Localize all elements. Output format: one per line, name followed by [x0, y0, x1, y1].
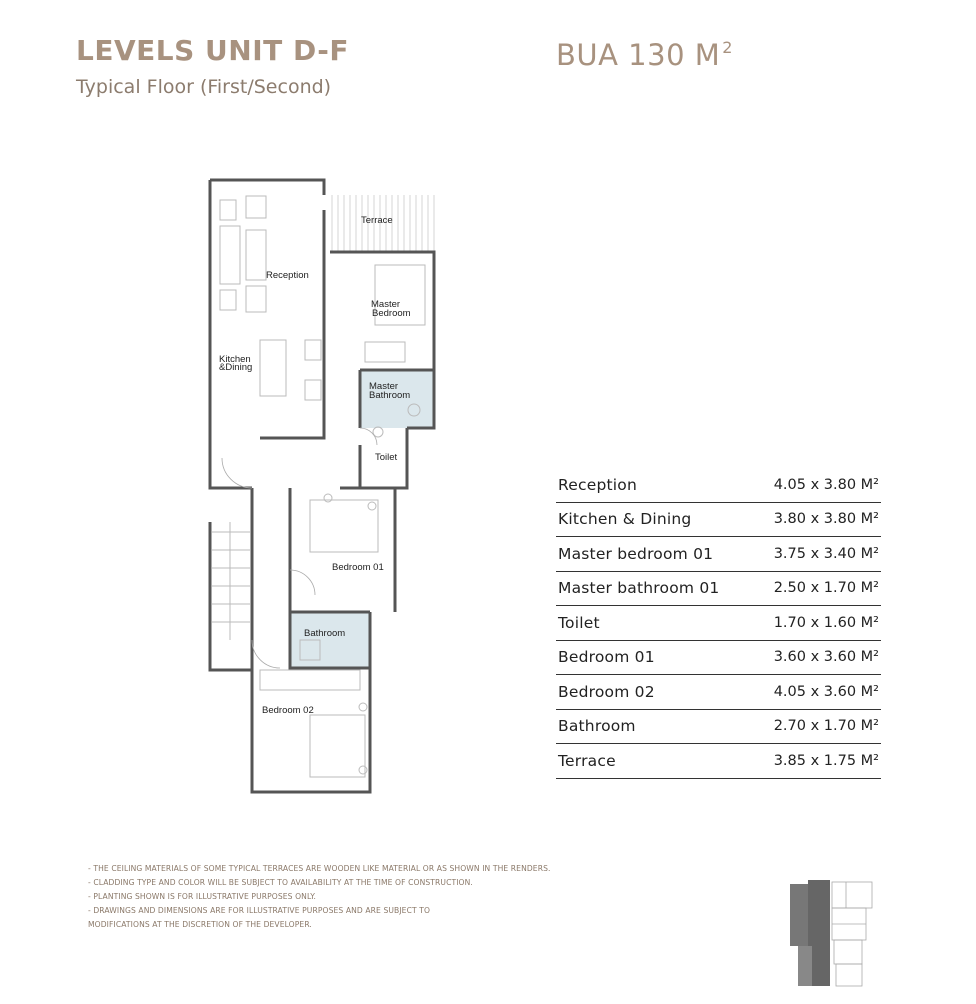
page-subtitle: Typical Floor (First/Second) [76, 76, 332, 98]
plan-label-bedroom-02: Bedroom 02 [262, 705, 314, 716]
plan-label-reception: Reception [266, 270, 309, 281]
key-plan-thumbnail [786, 878, 876, 990]
plan-label-kitchen-line2: &Dining [219, 362, 253, 373]
area-row [556, 744, 881, 779]
walls [210, 180, 434, 792]
plan-label-master-bedroom-line1: Master [371, 299, 401, 310]
plan-label-toilet: Toilet [375, 452, 398, 463]
plan-label-master-bathroom-line2: Bathroom [369, 390, 411, 401]
area-row [556, 468, 881, 503]
area-room-name: Bathroom [558, 717, 636, 736]
area-dimension: 3.80 x 3.80 M² [773, 511, 879, 528]
area-schedule-table [556, 468, 881, 779]
disclaimer-notes [88, 862, 648, 932]
area-room-name: Kitchen & Dining [558, 510, 692, 529]
note-line: - PLANTING SHOWN IS FOR ILLUSTRATIVE PURPOSES ONLY. [88, 892, 316, 901]
page-title: LEVELS UNIT D-F [76, 34, 349, 67]
staircase [212, 522, 250, 640]
bua-label [556, 38, 733, 72]
floor-plan [200, 170, 450, 810]
plan-label-bedroom-01: Bedroom 01 [332, 562, 384, 573]
plan-label-kitchen-line1: Kitchen [219, 354, 251, 365]
area-dimension: 3.85 x 1.75 M² [773, 752, 879, 769]
area-dimension: 4.05 x 3.60 M² [773, 683, 879, 700]
floor-plan-drawing [200, 170, 450, 810]
area-dimension: 3.75 x 3.40 M² [773, 545, 879, 562]
area-row [556, 641, 881, 676]
area-dimension: 2.50 x 1.70 M² [773, 580, 879, 597]
note-line: MODIFICATIONS AT THE DISCRETION OF THE DEVELOPER. [88, 920, 312, 929]
bua-superscript: 2 [722, 38, 733, 57]
area-room-name: Terrace [558, 751, 616, 770]
area-row [556, 503, 881, 538]
area-room-name: Master bedroom 01 [558, 544, 714, 563]
area-room-name: Bedroom 01 [558, 648, 655, 667]
area-dimension: 1.70 x 1.60 M² [773, 614, 879, 631]
plan-label-master-bathroom-line1: Master [369, 381, 399, 392]
note-line: - CLADDING TYPE AND COLOR WILL BE SUBJECT TO AVAILABILITY AT THE TIME OF CONSTRUCTION. [88, 878, 473, 887]
note-line: - DRAWINGS AND DIMENSIONS ARE FOR ILLUSTRATIVE PURPOSES AND ARE SUBJECT TO [88, 906, 431, 915]
area-dimension: 2.70 x 1.70 M² [773, 718, 879, 735]
area-row [556, 710, 881, 745]
bua-value: BUA 130 M [556, 38, 721, 72]
area-row [556, 537, 881, 572]
area-dimension: 3.60 x 3.60 M² [773, 649, 879, 666]
area-room-name: Master bathroom 01 [558, 579, 720, 598]
plan-label-bathroom: Bathroom [304, 628, 346, 639]
plan-label-master-bedroom-line2: Bedroom [372, 308, 411, 319]
area-row [556, 572, 881, 607]
plan-label-terrace: Terrace [361, 215, 393, 226]
area-room-name: Toilet [558, 613, 600, 632]
area-row [556, 606, 881, 641]
key-plan-drawing [786, 878, 876, 990]
area-row [556, 675, 881, 710]
area-dimension: 4.05 x 3.80 M² [773, 476, 879, 493]
note-line: - THE CEILING MATERIALS OF SOME TYPICAL TERRACES ARE WOODEN LIKE MATERIAL OR AS SHOWN IN THE RENDERS. [88, 864, 551, 873]
area-room-name: Bedroom 02 [558, 682, 655, 701]
area-room-name: Reception [558, 475, 637, 494]
